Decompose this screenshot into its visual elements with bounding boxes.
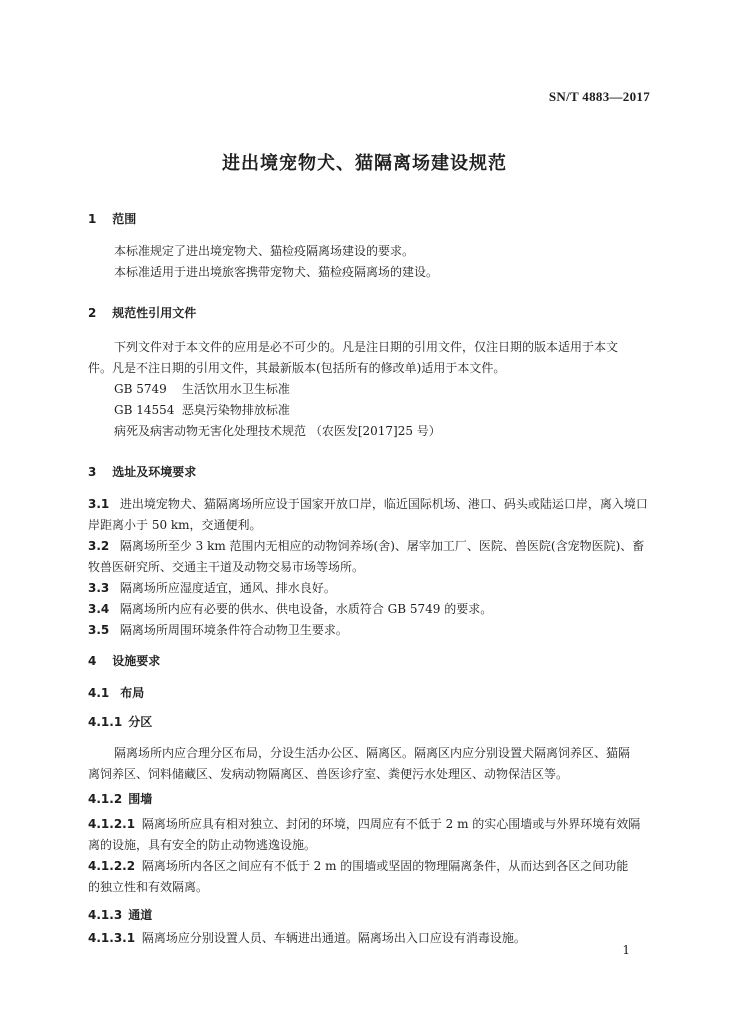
clause-3-2 bbox=[88, 538, 644, 554]
clause-number: 4.1.2.2 bbox=[88, 859, 136, 873]
paragraph-line: 离饲养区、饲料储藏区、发病动物隔离区、兽医诊疗室、粪便污水处理区、动物保洁区等。 bbox=[88, 767, 569, 781]
section-title: 围墙 bbox=[128, 792, 153, 806]
section-4-1-heading bbox=[88, 684, 144, 701]
paragraph-line: 下列文件对于本文件的应用是必不可少的。凡是注日期的引用文件，仅注日期的版本适用于本文 bbox=[114, 340, 619, 354]
section-3-heading bbox=[88, 463, 196, 480]
normative-reference bbox=[114, 402, 290, 418]
clause-text: 隔离场所应具有相对独立、封闭的环境，四周应有不低于 2 m 的实心围墙或与外界环境有效隔 bbox=[141, 817, 641, 831]
clause-3-4 bbox=[88, 601, 492, 617]
section-4-1-2-heading bbox=[88, 790, 152, 807]
reference-title: 恶臭污染物排放标准 bbox=[181, 403, 290, 417]
clause-text-continued: 的独立性和有效隔离。 bbox=[88, 880, 209, 894]
section-number: 4.1.2 bbox=[88, 792, 123, 806]
section-2-heading bbox=[88, 304, 196, 321]
page-number: 1 bbox=[622, 943, 630, 957]
reference-title: 生活饮用水卫生标准 bbox=[181, 382, 290, 396]
clause-text-continued: 离的设施，具有安全的防止动物逃逸设施。 bbox=[88, 838, 317, 852]
clause-number: 3.3 bbox=[88, 581, 110, 595]
normative-reference: 病死及病害动物无害化处理技术规范 （农医发[2017]25 号） bbox=[114, 424, 441, 438]
clause-text: 隔离场所内各区之间应有不低于 2 m 的围墙或坚固的物理隔离条件，从而达到各区之间功能 bbox=[141, 859, 629, 873]
reference-code: GB 5749 bbox=[114, 382, 167, 396]
section-number: 4 bbox=[88, 654, 97, 668]
standard-code: SN/T 4883—2017 bbox=[548, 89, 650, 104]
clause-text: 隔离场应分别设置人员、车辆进出通道。隔离场出入口应设有消毒设施。 bbox=[141, 931, 526, 945]
clause-number: 3.1 bbox=[88, 497, 110, 511]
section-title: 选址及环境要求 bbox=[112, 465, 197, 479]
clause-4-1-2-2 bbox=[88, 858, 628, 874]
paragraph-line: 件。凡是不注日期的引用文件，其最新版本(包括所有的修改单)适用于本文件。 bbox=[88, 361, 506, 375]
section-number: 4.1.1 bbox=[88, 715, 123, 729]
clause-4-1-3-1 bbox=[88, 930, 526, 946]
section-1-heading bbox=[88, 210, 136, 227]
clause-text: 隔离场所至少 3 km 范围内无相应的动物饲养场(舍)、屠宰加工厂、医院、兽医院(含宠物医院)、畜 bbox=[119, 539, 645, 553]
clause-text: 隔离场所周围环境条件符合动物卫生要求。 bbox=[119, 623, 348, 637]
section-4-1-3-heading bbox=[88, 906, 152, 923]
clause-3-3 bbox=[88, 580, 336, 596]
clause-text: 隔离场所内应有必要的供水、供电设备，水质符合 GB 5749 的要求。 bbox=[119, 602, 493, 616]
clause-4-1-2-1 bbox=[88, 816, 640, 832]
section-title: 布局 bbox=[120, 686, 145, 700]
clause-number: 4.1.2.1 bbox=[88, 817, 136, 831]
section-number: 4.1.3 bbox=[88, 908, 123, 922]
clause-number: 3.5 bbox=[88, 623, 110, 637]
section-title: 通道 bbox=[128, 908, 153, 922]
clause-text: 进出境宠物犬、猫隔离场所应设于国家开放口岸，临近国际机场、港口、码头或陆运口岸，离入境口 bbox=[119, 497, 648, 511]
clause-number: 4.1.3.1 bbox=[88, 931, 136, 945]
clause-number: 3.2 bbox=[88, 539, 110, 553]
section-title: 设施要求 bbox=[112, 654, 161, 668]
section-4-heading bbox=[88, 652, 160, 669]
section-number: 2 bbox=[88, 306, 97, 320]
section-title: 范围 bbox=[112, 212, 137, 226]
clause-text-continued: 岸距离小于 50 km，交通便利。 bbox=[88, 518, 262, 532]
reference-code: GB 14554 bbox=[114, 403, 175, 417]
normative-reference bbox=[114, 381, 290, 397]
section-title: 分区 bbox=[128, 715, 153, 729]
clause-3-1 bbox=[88, 496, 648, 512]
paragraph-line: 本标准适用于进出境旅客携带宠物犬、猫检疫隔离场的建设。 bbox=[114, 265, 439, 279]
clause-text: 隔离场所应湿度适宜，通风、排水良好。 bbox=[119, 581, 336, 595]
paragraph-line: 本标准规定了进出境宠物犬、猫检疫隔离场建设的要求。 bbox=[114, 244, 415, 258]
section-number: 4.1 bbox=[88, 686, 110, 700]
document-title: 进出境宠物犬、猫隔离场建设规范 bbox=[222, 153, 507, 174]
section-4-1-1-heading bbox=[88, 713, 152, 730]
section-title: 规范性引用文件 bbox=[112, 306, 197, 320]
section-number: 3 bbox=[88, 465, 97, 479]
clause-number: 3.4 bbox=[88, 602, 110, 616]
clause-3-5 bbox=[88, 622, 348, 638]
paragraph-line: 隔离场所内应合理分区布局，分设生活办公区、隔离区。隔离区内应分别设置犬隔离饲养区、猫隔 bbox=[114, 746, 631, 760]
section-number: 1 bbox=[88, 212, 97, 226]
clause-text-continued: 牧兽医研究所、交通主干道及动物交易市场等场所。 bbox=[88, 560, 365, 574]
